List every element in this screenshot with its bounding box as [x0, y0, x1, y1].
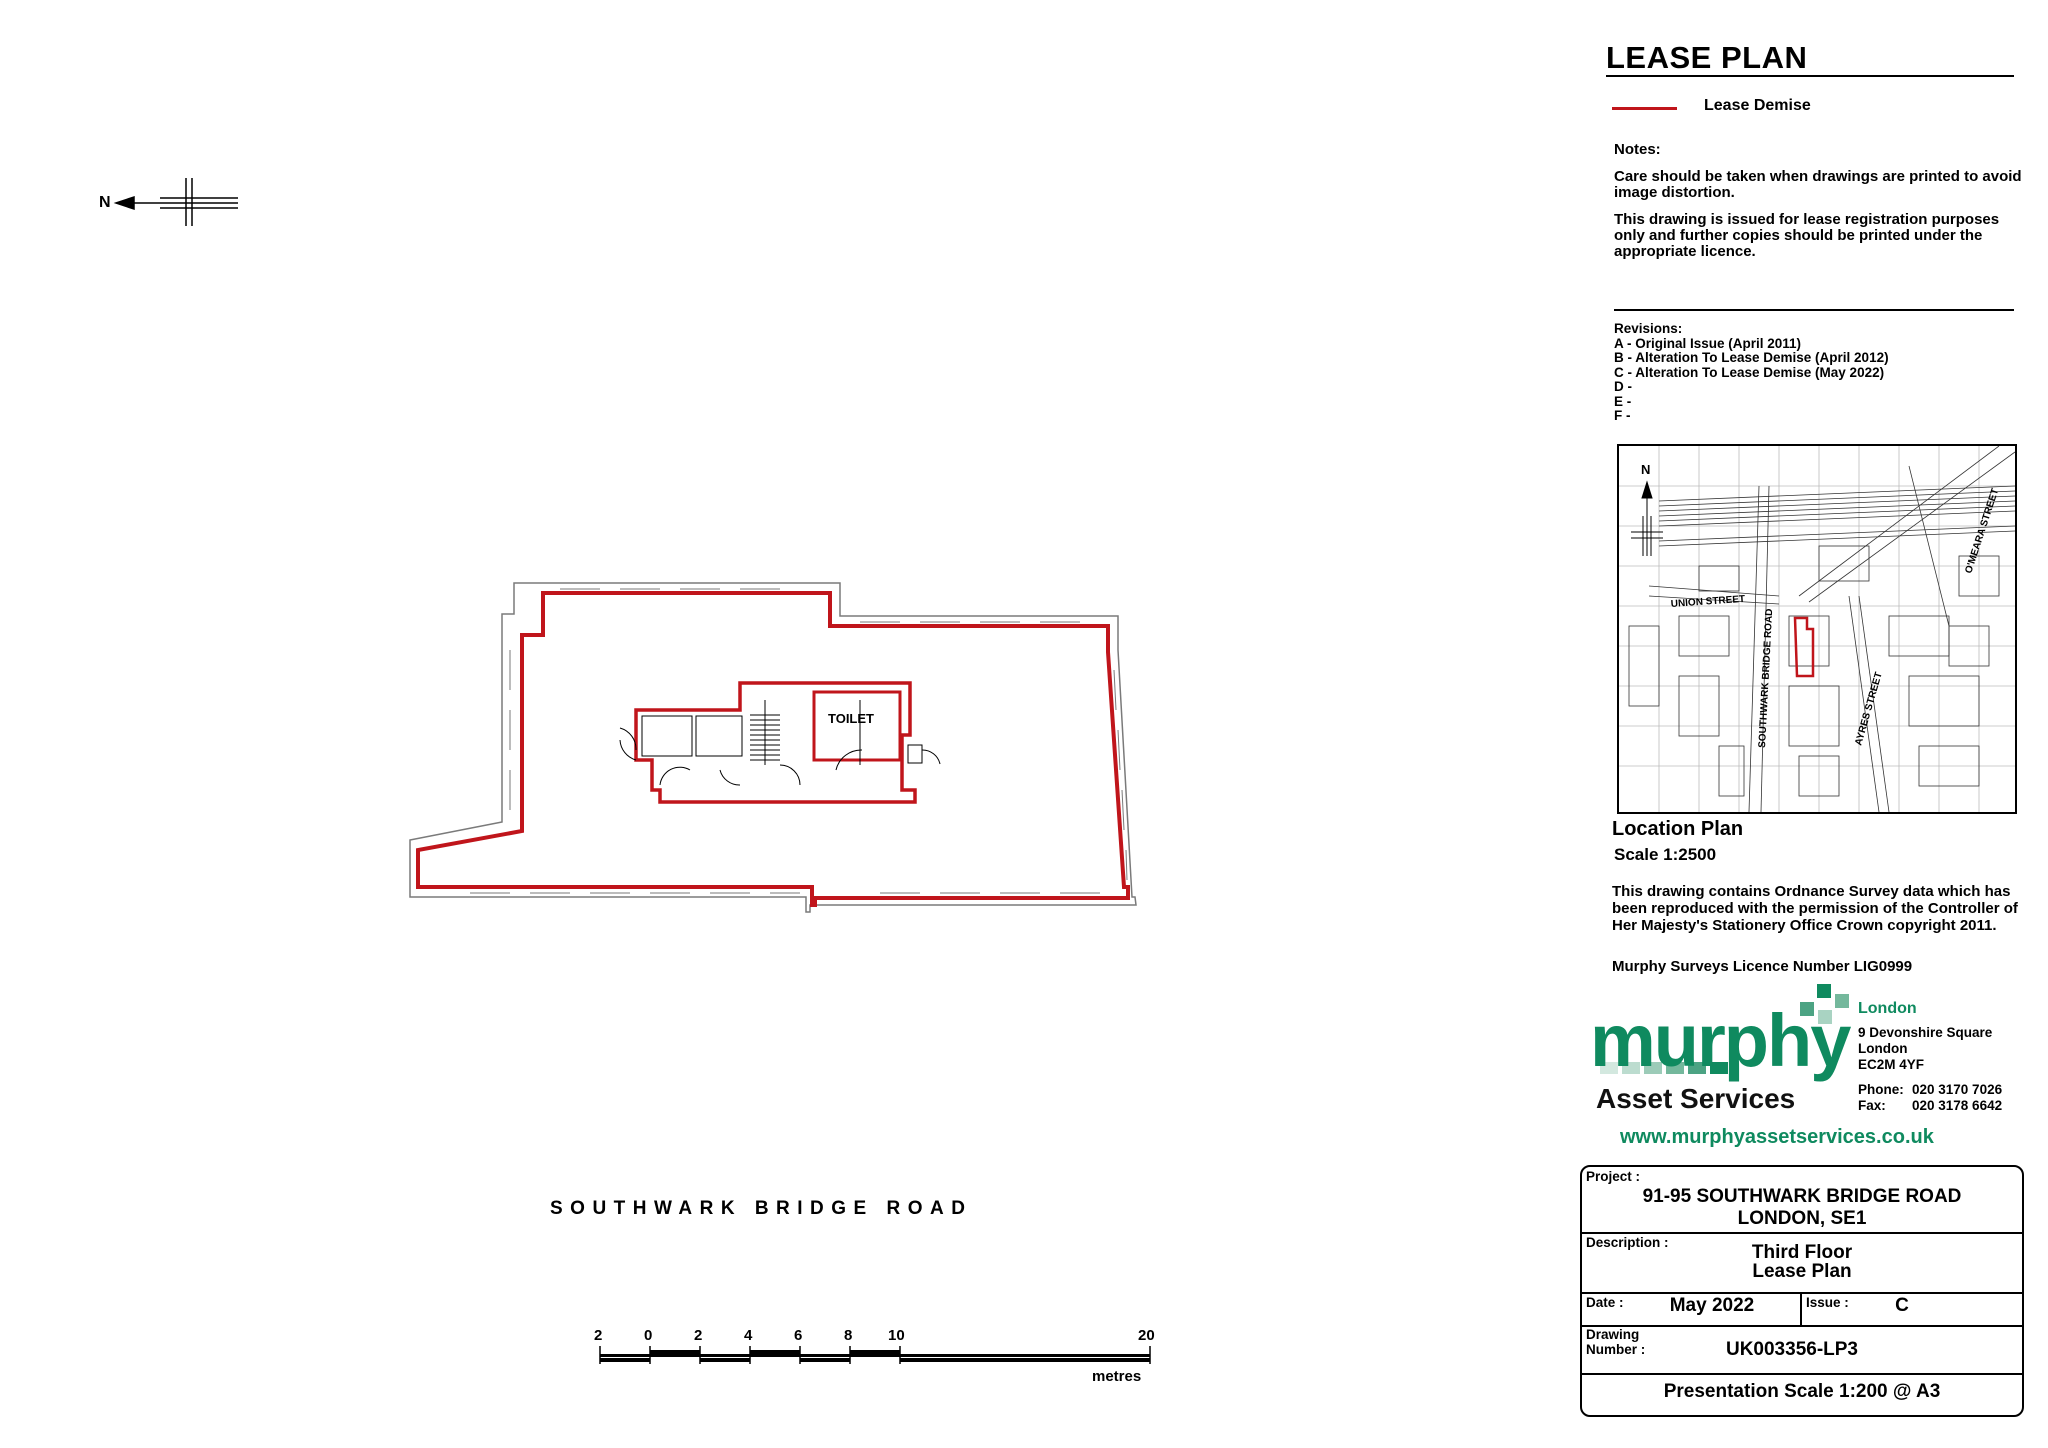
omeara-street-label: O'MEARA STREET: [1963, 487, 2002, 575]
contact-numbers: [1858, 1082, 2002, 1114]
scale-label: 10: [888, 1327, 905, 1344]
north-arrow-icon: [116, 178, 238, 226]
scale-label: 6: [794, 1327, 803, 1344]
union-street-label: UNION STREET: [1670, 593, 1746, 610]
revision-item: D -: [1614, 379, 1632, 394]
project-label: Project :: [1586, 1169, 1641, 1184]
lease-demise-legend-swatch: [1612, 107, 1677, 110]
location-north-label: N: [1641, 462, 1651, 477]
company-logo-subtitle: Asset Services: [1596, 1083, 1796, 1114]
small-cupboard: [908, 745, 922, 763]
scale-label: 8: [844, 1327, 853, 1344]
address-line: EC2M 4YF: [1858, 1057, 1925, 1072]
title-block-divider: [1800, 1292, 1802, 1325]
door-swings: [620, 700, 940, 785]
phone-label: Phone:: [1858, 1082, 1904, 1097]
lease-demise-boundary: [418, 593, 1128, 905]
ordnance-survey-notice: This drawing contains Ordnance Survey data which has been reproduced with the permission of the Controller of Her Majesty's Stationery Office Crown copyright 2011.: [1612, 883, 2018, 934]
revision-item: A - Original Issue (April 2011): [1614, 335, 1802, 351]
issue-label: Issue :: [1806, 1295, 1849, 1310]
legend-label: Lease Demise: [1704, 97, 1811, 114]
core-demise-boundary: [636, 683, 915, 802]
description-label: Description :: [1586, 1235, 1669, 1250]
revision-item: F -: [1614, 408, 1631, 423]
title-rule: [1606, 75, 2014, 77]
location-map-drawing: [1619, 446, 2015, 812]
scale-label: 20: [1138, 1327, 1155, 1344]
lift: [696, 716, 742, 756]
office-city: London: [1858, 1000, 1917, 1017]
ayres-street-label: AYRES STREET: [1853, 670, 1885, 747]
window-ticks: [470, 589, 1127, 893]
southwark-bridge-road-label: SOUTHWARK BRIDGE ROAD: [1757, 608, 1776, 749]
description-line-1: Third Floor: [1751, 1242, 1853, 1263]
revision-item: C - Alteration To Lease Demise (May 2022): [1614, 364, 1885, 380]
drawing-number: UK003356-LP3: [1725, 1339, 1859, 1360]
notes-heading: Notes:: [1614, 141, 1661, 158]
issue-value: C: [1895, 1295, 1909, 1316]
project-line-1: 91-95 SOUTHWARK BRIDGE ROAD: [1642, 1186, 1962, 1207]
location-north-arrow-icon: [1631, 482, 1663, 556]
presentation-scale: Presentation Scale 1:200 @ A3: [1663, 1381, 1941, 1402]
location-plan-scale: Scale 1:2500: [1614, 845, 1717, 864]
date-value: May 2022: [1669, 1295, 1755, 1316]
title-block: [1580, 1165, 2024, 1417]
drawing-label-1: Drawing: [1586, 1327, 1640, 1342]
notes-rule: [1614, 309, 2014, 311]
location-map: [1617, 444, 2017, 814]
page-title: LEASE PLAN: [1606, 40, 1808, 75]
office-address: [1858, 1025, 1992, 1073]
licence-number: Murphy Surveys Licence Number LIG0999: [1612, 958, 1913, 975]
toilet-label: TOILET: [828, 711, 874, 726]
revision-item: E -: [1614, 393, 1632, 409]
revision-item: B - Alteration To Lease Demise (April 2012): [1614, 350, 1889, 365]
phone-number: 020 3170 7026: [1912, 1082, 2003, 1097]
scale-unit: metres: [1092, 1368, 1142, 1385]
toilet-room: [814, 692, 900, 760]
scale-label: 0: [644, 1327, 653, 1344]
company-logo-wordmark: murphy: [1590, 999, 1850, 1082]
location-plan-title: Location Plan: [1612, 818, 1744, 840]
building-outline: [410, 583, 1136, 912]
site-location-marker: [1795, 618, 1813, 676]
scale-label: 2: [594, 1327, 603, 1344]
building-core: [620, 683, 940, 802]
road-label: SOUTHWARK BRIDGE ROAD: [550, 1198, 973, 1219]
scale-label: 2: [694, 1327, 703, 1344]
stairs: [750, 700, 780, 765]
address-line: London: [1858, 1041, 1908, 1056]
date-label: Date :: [1586, 1295, 1624, 1310]
address-line: 9 Devonshire Square: [1858, 1025, 1993, 1040]
revisions: [1614, 322, 1889, 424]
title-block-divider: [1582, 1232, 2022, 1234]
title-block-divider: [1582, 1325, 2022, 1327]
notes: [1614, 142, 2034, 271]
project-line-2: LONDON, SE1: [1737, 1208, 1867, 1229]
scale-label: 4: [744, 1327, 753, 1344]
riser-cupboard: [642, 716, 692, 756]
fax-label: Fax:: [1858, 1098, 1886, 1113]
company-website: www.murphyassetservices.co.uk: [1620, 1126, 1934, 1148]
description-line-2: Lease Plan: [1752, 1261, 1852, 1282]
revisions-heading: Revisions:: [1614, 321, 1683, 336]
fax-number: 020 3178 6642: [1912, 1098, 2003, 1113]
note-1: Care should be taken when drawings are printed to avoid image distortion.: [1614, 168, 2022, 201]
note-2: This drawing is issued for lease registration purposes only and further copies should be printed under the appropriate licence.: [1614, 211, 2000, 260]
drawing-label-2: Number :: [1586, 1342, 1646, 1357]
title-block-divider: [1582, 1292, 2022, 1294]
scale-bar: [600, 1346, 1150, 1364]
north-label: N: [99, 194, 111, 211]
title-block-divider: [1582, 1373, 2022, 1375]
